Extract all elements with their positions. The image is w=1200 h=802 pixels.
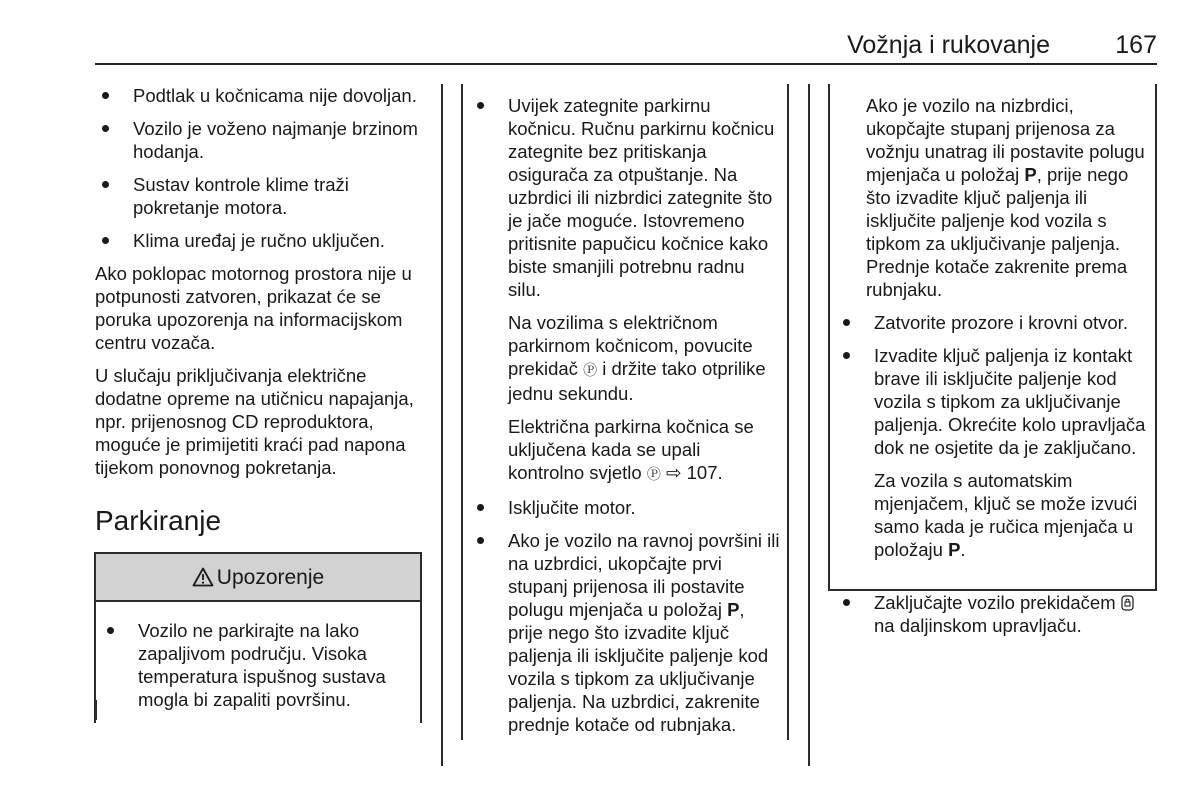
paragraph-text: , prije nego što izvadite ključ paljenja ili isključite paljenje kod vozila s tipkom za uključivanje paljenja. Prednje kotače zakrenite prema rubnjaku. bbox=[866, 164, 1129, 300]
condition-list bbox=[95, 84, 425, 252]
column-1 bbox=[95, 84, 425, 723]
gear-position-p: P bbox=[727, 599, 740, 620]
warning-list bbox=[100, 619, 412, 711]
paragraph-bonnet: Ako poklopac motornog prostora nije u potpunosti zatvoren, prikazat će se poruka upozorenja na informacijskom centru vozača. bbox=[95, 263, 412, 353]
gear-position-p: P bbox=[1024, 164, 1037, 185]
warning-header bbox=[96, 554, 420, 602]
gear-position-p: P bbox=[948, 539, 961, 560]
warning-frame-mid-left bbox=[787, 84, 789, 740]
section-title: Parkiranje bbox=[95, 505, 222, 536]
list-item: Klima uređaj je ručno uključen. bbox=[95, 229, 425, 252]
lock-icon bbox=[1121, 595, 1134, 611]
continuation-paragraph bbox=[836, 94, 1148, 301]
parking-brake-icon: Ⓟ bbox=[646, 466, 661, 482]
column-divider-left bbox=[441, 84, 443, 766]
subparagraph-text: Na vozilima s električnom parkirnom kočnicom, povucite prekidač bbox=[508, 312, 753, 379]
header-rule bbox=[95, 63, 1157, 65]
paragraph-accessory: U slučaju priključivanja električne dodatne opreme na utičnicu napajanja, npr. prijenosnog CD reproduktora, moguće je primijetiti kraći pad napona tijekom ponovnog pokretanja. bbox=[95, 365, 414, 478]
step-text: Zaključajte vozilo prekidačem bbox=[874, 592, 1116, 613]
column-divider-right bbox=[808, 84, 810, 766]
warning-triangle-icon bbox=[192, 567, 214, 587]
column-2 bbox=[470, 94, 780, 746]
step-subparagraph bbox=[508, 415, 780, 486]
list-item: Zatvorite prozore i krovni otvor. bbox=[836, 311, 1148, 334]
list-item bbox=[470, 529, 780, 736]
running-header: Vožnja i rukovanje bbox=[847, 31, 1050, 59]
reference-arrow-icon: ⇨ bbox=[665, 462, 682, 483]
list-item: Vozilo je voženo najmanje brzinom hodanja. bbox=[95, 117, 425, 163]
list-item: Isključite motor. bbox=[470, 496, 780, 519]
subparagraph-text: Za vozila s automatskim mjenjačem, ključ se može izvući samo kada je ručica mjenjača u položaju bbox=[874, 470, 1138, 560]
step-text: Izvadite ključ paljenja iz kontakt brave ili isključite paljenje kod vozila s tipkom za uključivanje paljenja. Okrećite kolo upravljača dok ne osjetite da je zaključano. bbox=[874, 345, 1146, 458]
warning-body bbox=[96, 602, 420, 723]
list-item: Podtlak u kočnicama nije dovoljan. bbox=[95, 84, 425, 107]
list-item bbox=[836, 591, 1148, 637]
page-reference-link[interactable]: 107. bbox=[686, 462, 723, 483]
parking-brake-icon: Ⓟ bbox=[583, 362, 598, 378]
subparagraph-text: . bbox=[960, 539, 966, 560]
page-number: 167 bbox=[1115, 31, 1157, 59]
step-text: Ako je vozilo na ravnoj površini ili na uzbrdici, ukopčajte prvi stupanj prijenosa ili postavite polugu mjenjača u položaj bbox=[508, 530, 780, 620]
subparagraph-text: i držite tako otprilike jednu sekundu. bbox=[508, 358, 766, 404]
warning-frame-left bbox=[461, 84, 463, 740]
step-text: , prije nego što izvadite ključ paljenja ili isključite paljenje kod vozila s tipkom za uključivanje paljenja. Na uzbrdici, zakrenite prednje kotače od rubnjaka. bbox=[508, 599, 769, 735]
column-3 bbox=[836, 94, 1148, 647]
list-item bbox=[836, 344, 1148, 561]
paragraph-text: Ako je vozilo na nizbrdici, ukopčajte stupanj prijenosa za vožnju unatrag ili postavite polugu mjenjača u položaj bbox=[866, 95, 1145, 185]
list-item bbox=[470, 94, 780, 486]
warning-frame-right bbox=[1155, 84, 1157, 590]
warning-frame-mid-right bbox=[828, 84, 830, 590]
step-subparagraph bbox=[508, 311, 780, 405]
step-text: na daljinskom upravljaču. bbox=[874, 615, 1082, 636]
closing-steps-list bbox=[836, 311, 1148, 637]
list-item: Sustav kontrole klime traži pokretanje motora. bbox=[95, 173, 425, 219]
list-item: Vozilo ne parkirajte na lako zapaljivom području. Visoka temperatura ispušnog sustava mogla bi zapaliti površinu. bbox=[100, 619, 412, 711]
warning-box bbox=[94, 552, 422, 723]
step-text: Uvijek zategnite parkirnu kočnicu. Ručnu parkirnu kočnicu zategnite bez pritiskanja osigurača za otpuštanje. Na uzbrdici ili nizbrdici zategnite što je jače moguće. Istovremeno pritisnite papučicu kočnice kako biste smanjili potrebnu radnu silu. bbox=[508, 95, 775, 300]
subparagraph-text: Električna parkirna kočnica se uključena kada se upali kontrolno svjetlo bbox=[508, 416, 754, 483]
warning-title: Upozorenje bbox=[216, 565, 325, 589]
parking-steps-list bbox=[470, 94, 780, 736]
step-subparagraph bbox=[874, 469, 1148, 561]
